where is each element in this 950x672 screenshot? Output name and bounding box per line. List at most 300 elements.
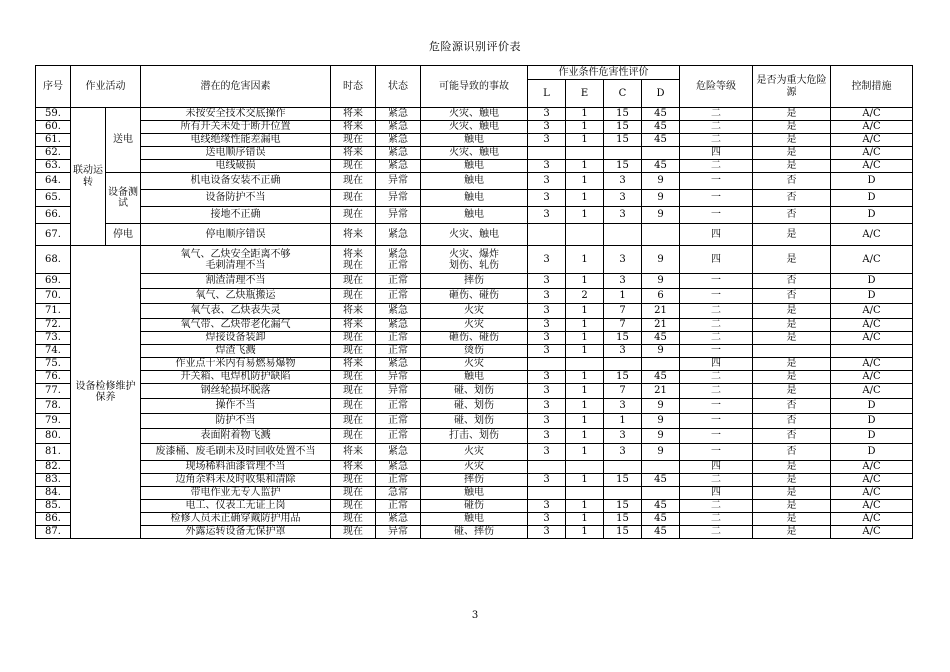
subgroup-power-stop: 停电 xyxy=(106,224,141,246)
hazard-cell: 带电作业无专人监护 xyxy=(141,487,331,500)
table-row xyxy=(36,429,913,444)
l-cell: 3 xyxy=(528,500,566,513)
table-row xyxy=(36,332,913,345)
seq-cell: 65. xyxy=(36,190,71,207)
accident-cell xyxy=(421,246,528,274)
c-cell: 3 xyxy=(604,444,642,461)
d-cell: 9 xyxy=(642,345,680,358)
group-maintenance: 设备检修维护保养 xyxy=(71,246,141,539)
state-cell: 异常 xyxy=(376,384,421,399)
level-cell: 四 xyxy=(680,461,753,474)
major-cell: 是 xyxy=(753,461,831,474)
state-cell: 紧急 xyxy=(376,358,421,371)
table-row xyxy=(36,345,913,358)
hazard-cell: 氧气带、乙炔带老化漏气 xyxy=(141,319,331,332)
seq-cell: 62. xyxy=(36,147,71,160)
major-cell: 是 xyxy=(753,121,831,134)
level-cell: 一 xyxy=(680,414,753,429)
c-cell: 3 xyxy=(604,207,642,224)
control-cell: A/C xyxy=(831,224,913,246)
e-cell: 1 xyxy=(566,304,604,319)
table-row xyxy=(36,160,913,173)
subgroup-power-send: 送电 xyxy=(106,108,141,173)
seq-cell: 68. xyxy=(36,246,71,274)
l-cell xyxy=(528,358,566,371)
e-cell: 1 xyxy=(566,500,604,513)
control-cell: A/C xyxy=(831,487,913,500)
d-cell: 45 xyxy=(642,513,680,526)
header-D: D xyxy=(642,80,680,108)
accident-cell: 碰、划伤 xyxy=(421,399,528,414)
control-cell: A/C xyxy=(831,474,913,487)
seq-cell: 85. xyxy=(36,500,71,513)
state-cell: 正常 xyxy=(376,274,421,289)
hazard-cell: 开关箱、电焊机防护缺陷 xyxy=(141,371,331,384)
hazard-cell-line1: 氧气、乙炔安全距离不够 xyxy=(180,248,291,260)
control-cell: A/C xyxy=(831,513,913,526)
control-cell: D xyxy=(831,399,913,414)
d-cell: 9 xyxy=(642,246,680,274)
e-cell: 1 xyxy=(566,513,604,526)
hazard-cell: 电线绝缘性能差漏电 xyxy=(141,134,331,147)
state-cell: 正常 xyxy=(376,414,421,429)
seq-cell: 66. xyxy=(36,207,71,224)
l-cell: 3 xyxy=(528,274,566,289)
d-cell: 9 xyxy=(642,207,680,224)
seq-cell: 77. xyxy=(36,384,71,399)
table-row xyxy=(36,134,913,147)
tense-cell: 将来 xyxy=(331,358,376,371)
l-cell: 3 xyxy=(528,121,566,134)
l-cell: 3 xyxy=(528,429,566,444)
major-cell: 否 xyxy=(753,207,831,224)
e-cell: 1 xyxy=(566,332,604,345)
c-cell: 7 xyxy=(604,384,642,399)
major-cell xyxy=(753,345,831,358)
l-cell xyxy=(528,461,566,474)
c-cell: 15 xyxy=(604,332,642,345)
control-cell: A/C xyxy=(831,108,913,121)
l-cell: 3 xyxy=(528,319,566,332)
accident-cell: 碰、划伤 xyxy=(421,414,528,429)
accident-cell: 碰伤 xyxy=(421,500,528,513)
state-cell: 正常 xyxy=(376,332,421,345)
e-cell: 1 xyxy=(566,384,604,399)
accident-cell: 火灾 xyxy=(421,304,528,319)
seq-cell: 83. xyxy=(36,474,71,487)
control-cell: A/C xyxy=(831,134,913,147)
table-row xyxy=(36,274,913,289)
major-cell: 是 xyxy=(753,384,831,399)
seq-cell: 74. xyxy=(36,345,71,358)
seq-cell: 84. xyxy=(36,487,71,500)
level-cell: 二 xyxy=(680,500,753,513)
e-cell: 1 xyxy=(566,414,604,429)
d-cell xyxy=(642,487,680,500)
major-cell: 是 xyxy=(753,304,831,319)
tense-cell xyxy=(331,246,376,274)
hazard-cell: 电工、仪表工无证上岗 xyxy=(141,500,331,513)
control-cell: D xyxy=(831,444,913,461)
control-cell: A/C xyxy=(831,160,913,173)
state-cell: 紧急 xyxy=(376,304,421,319)
header-L: L xyxy=(528,80,566,108)
e-cell: 1 xyxy=(566,121,604,134)
c-cell xyxy=(604,487,642,500)
c-cell: 15 xyxy=(604,526,642,539)
l-cell: 3 xyxy=(528,399,566,414)
state-cell: 紧急 xyxy=(376,121,421,134)
d-cell: 9 xyxy=(642,173,680,190)
d-cell: 45 xyxy=(642,474,680,487)
d-cell: 21 xyxy=(642,384,680,399)
state-cell: 紧急 xyxy=(376,513,421,526)
control-cell: A/C xyxy=(831,384,913,399)
header-control: 控制措施 xyxy=(831,66,913,108)
major-cell: 是 xyxy=(753,224,831,246)
accident-cell: 碰、摔伤 xyxy=(421,526,528,539)
c-cell: 7 xyxy=(604,319,642,332)
accident-cell: 火灾 xyxy=(421,444,528,461)
major-cell: 否 xyxy=(753,289,831,304)
tense-cell: 将来 xyxy=(331,444,376,461)
header-state: 状态 xyxy=(376,66,421,108)
accident-cell: 触电 xyxy=(421,134,528,147)
table-row xyxy=(36,289,913,304)
level-cell: 一 xyxy=(680,173,753,190)
control-cell: A/C xyxy=(831,461,913,474)
level-cell: 二 xyxy=(680,304,753,319)
table-row xyxy=(36,461,913,474)
page-number: 3 xyxy=(471,610,479,621)
l-cell: 3 xyxy=(528,304,566,319)
hazard-cell: 废漆桶、废毛刷未及时回收处置不当 xyxy=(141,444,331,461)
l-cell: 3 xyxy=(528,134,566,147)
tense-cell: 现在 xyxy=(331,134,376,147)
hazard-cell: 表面附着物飞溅 xyxy=(141,429,331,444)
l-cell: 3 xyxy=(528,513,566,526)
state-cell: 紧急 xyxy=(376,134,421,147)
seq-cell: 76. xyxy=(36,371,71,384)
level-cell: 一 xyxy=(680,207,753,224)
e-cell: 1 xyxy=(566,160,604,173)
c-cell: 3 xyxy=(604,345,642,358)
l-cell: 3 xyxy=(528,160,566,173)
l-cell: 3 xyxy=(528,371,566,384)
control-cell: A/C xyxy=(831,304,913,319)
c-cell: 3 xyxy=(604,190,642,207)
e-cell: 1 xyxy=(566,371,604,384)
major-cell: 是 xyxy=(753,246,831,274)
d-cell: 45 xyxy=(642,134,680,147)
e-cell: 1 xyxy=(566,190,604,207)
c-cell xyxy=(604,461,642,474)
level-cell: 二 xyxy=(680,526,753,539)
state-cell: 急常 xyxy=(376,487,421,500)
l-cell: 3 xyxy=(528,526,566,539)
group-linkage: 联动运转 xyxy=(71,108,106,246)
major-cell: 是 xyxy=(753,474,831,487)
c-cell: 1 xyxy=(604,414,642,429)
tense-cell: 将来 xyxy=(331,108,376,121)
table-row xyxy=(36,371,913,384)
e-cell xyxy=(566,487,604,500)
hazard-cell-line2: 毛刺清理不当 xyxy=(205,259,266,271)
hazard-cell: 氧气表、乙炔表失灵 xyxy=(141,304,331,319)
table-row xyxy=(36,190,913,207)
tense-cell: 现在 xyxy=(331,384,376,399)
e-cell: 1 xyxy=(566,246,604,274)
e-cell xyxy=(566,358,604,371)
seq-cell: 69. xyxy=(36,274,71,289)
tense-cell: 现在 xyxy=(331,345,376,358)
header-hazard: 潜在的危害因素 xyxy=(141,66,331,108)
major-cell: 是 xyxy=(753,134,831,147)
seq-cell: 81. xyxy=(36,444,71,461)
e-cell xyxy=(566,224,604,246)
level-cell: 二 xyxy=(680,134,753,147)
table-row xyxy=(36,384,913,399)
accident-cell-line1: 火灾、爆炸 xyxy=(449,248,499,260)
seq-cell: 59. xyxy=(36,108,71,121)
state-cell: 紧急 xyxy=(376,444,421,461)
tense-cell: 将来 xyxy=(331,319,376,332)
accident-cell: 触电 xyxy=(421,207,528,224)
major-cell: 是 xyxy=(753,358,831,371)
d-cell xyxy=(642,358,680,371)
tense-cell: 现在 xyxy=(331,289,376,304)
c-cell: 3 xyxy=(604,399,642,414)
header-C: C xyxy=(604,80,642,108)
control-cell: A/C xyxy=(831,246,913,274)
tense-cell: 现在 xyxy=(331,487,376,500)
table-row xyxy=(36,224,913,246)
tense-cell: 现在 xyxy=(331,399,376,414)
header-level: 危险等级 xyxy=(680,66,753,108)
control-cell: D xyxy=(831,190,913,207)
accident-cell: 触电 xyxy=(421,190,528,207)
l-cell: 3 xyxy=(528,289,566,304)
d-cell: 9 xyxy=(642,444,680,461)
table-row xyxy=(36,108,913,121)
accident-cell: 火灾 xyxy=(421,319,528,332)
level-cell: 二 xyxy=(680,371,753,384)
hazard-cell: 操作不当 xyxy=(141,399,331,414)
hazard-cell: 边角余料未及时收集和清除 xyxy=(141,474,331,487)
seq-cell: 87. xyxy=(36,526,71,539)
l-cell: 3 xyxy=(528,108,566,121)
l-cell: 3 xyxy=(528,246,566,274)
hazard-cell: 停电顺序错误 xyxy=(141,224,331,246)
accident-cell: 烫伤 xyxy=(421,345,528,358)
major-cell: 是 xyxy=(753,513,831,526)
level-cell: 二 xyxy=(680,121,753,134)
accident-cell: 触电 xyxy=(421,173,528,190)
c-cell: 15 xyxy=(604,160,642,173)
major-cell: 否 xyxy=(753,399,831,414)
header-accident: 可能导致的事故 xyxy=(421,66,528,108)
accident-cell: 火灾 xyxy=(421,358,528,371)
state-cell: 正常 xyxy=(376,399,421,414)
level-cell: 二 xyxy=(680,160,753,173)
accident-cell: 火灾、触电 xyxy=(421,108,528,121)
state-cell: 紧急 xyxy=(376,461,421,474)
accident-cell: 碰、划伤 xyxy=(421,384,528,399)
table-row xyxy=(36,487,913,500)
c-cell xyxy=(604,358,642,371)
c-cell xyxy=(604,147,642,160)
control-cell xyxy=(831,345,913,358)
d-cell xyxy=(642,147,680,160)
seq-cell: 71. xyxy=(36,304,71,319)
major-cell: 否 xyxy=(753,274,831,289)
d-cell xyxy=(642,461,680,474)
header-seq: 序号 xyxy=(36,66,71,108)
table-row xyxy=(36,173,913,190)
header-E: E xyxy=(566,80,604,108)
tense-cell: 将来 xyxy=(331,304,376,319)
e-cell: 1 xyxy=(566,207,604,224)
seq-cell: 73. xyxy=(36,332,71,345)
l-cell: 3 xyxy=(528,444,566,461)
d-cell: 45 xyxy=(642,121,680,134)
state-cell-line1: 紧急 xyxy=(388,248,408,260)
tense-cell: 现在 xyxy=(331,190,376,207)
hazard-cell: 未按安全技术交底操作 xyxy=(141,108,331,121)
table-row xyxy=(36,414,913,429)
accident-cell: 火灾、触电 xyxy=(421,121,528,134)
accident-cell: 触电 xyxy=(421,371,528,384)
d-cell: 21 xyxy=(642,304,680,319)
l-cell: 3 xyxy=(528,345,566,358)
level-cell: 二 xyxy=(680,513,753,526)
e-cell: 1 xyxy=(566,345,604,358)
control-cell: D xyxy=(831,173,913,190)
c-cell: 15 xyxy=(604,371,642,384)
table-row xyxy=(36,304,913,319)
d-cell: 45 xyxy=(642,332,680,345)
seq-cell: 79. xyxy=(36,414,71,429)
d-cell xyxy=(642,224,680,246)
hazard-cell: 所有开关未处于断开位置 xyxy=(141,121,331,134)
accident-cell: 触电 xyxy=(421,160,528,173)
d-cell: 9 xyxy=(642,429,680,444)
major-cell: 否 xyxy=(753,190,831,207)
major-cell: 是 xyxy=(753,487,831,500)
level-cell: 四 xyxy=(680,246,753,274)
c-cell: 15 xyxy=(604,108,642,121)
major-cell: 是 xyxy=(753,147,831,160)
table-row xyxy=(36,246,913,274)
state-cell: 异常 xyxy=(376,190,421,207)
seq-cell: 70. xyxy=(36,289,71,304)
c-cell: 3 xyxy=(604,274,642,289)
table-row xyxy=(36,147,913,160)
level-cell: 二 xyxy=(680,332,753,345)
state-cell: 正常 xyxy=(376,500,421,513)
accident-cell: 摔伤 xyxy=(421,274,528,289)
state-cell: 异常 xyxy=(376,526,421,539)
control-cell: D xyxy=(831,289,913,304)
tense-cell: 现在 xyxy=(331,414,376,429)
e-cell: 1 xyxy=(566,399,604,414)
control-cell: A/C xyxy=(831,319,913,332)
tense-cell-line1: 将来 xyxy=(343,248,363,260)
state-cell-line2: 正常 xyxy=(388,259,408,271)
l-cell: 3 xyxy=(528,384,566,399)
tense-cell: 将来 xyxy=(331,121,376,134)
tense-cell: 将来 xyxy=(331,461,376,474)
d-cell: 21 xyxy=(642,319,680,332)
e-cell: 1 xyxy=(566,526,604,539)
accident-cell: 火灾 xyxy=(421,461,528,474)
hazard-cell: 设备防护不当 xyxy=(141,190,331,207)
c-cell: 3 xyxy=(604,246,642,274)
state-cell: 紧急 xyxy=(376,160,421,173)
hazard-cell: 割渣清理不当 xyxy=(141,274,331,289)
major-cell: 是 xyxy=(753,108,831,121)
e-cell: 1 xyxy=(566,429,604,444)
d-cell: 9 xyxy=(642,414,680,429)
level-cell: 四 xyxy=(680,487,753,500)
hazard-cell: 现场稀料油漆管理不当 xyxy=(141,461,331,474)
level-cell: 二 xyxy=(680,319,753,332)
c-cell: 3 xyxy=(604,429,642,444)
d-cell: 9 xyxy=(642,399,680,414)
major-cell: 是 xyxy=(753,500,831,513)
level-cell: 一 xyxy=(680,444,753,461)
e-cell: 1 xyxy=(566,444,604,461)
tense-cell: 现在 xyxy=(331,207,376,224)
accident-cell: 砸伤、碰伤 xyxy=(421,289,528,304)
accident-cell: 触电 xyxy=(421,487,528,500)
header-row-1 xyxy=(36,66,913,80)
level-cell: 四 xyxy=(680,224,753,246)
hazard-cell: 防护不当 xyxy=(141,414,331,429)
major-cell: 是 xyxy=(753,371,831,384)
seq-cell: 72. xyxy=(36,319,71,332)
seq-cell: 63. xyxy=(36,160,71,173)
accident-cell: 砸伤、碰伤 xyxy=(421,332,528,345)
control-cell: A/C xyxy=(831,358,913,371)
seq-cell: 80. xyxy=(36,429,71,444)
header-eval-group: 作业条件危害性评价 xyxy=(528,66,680,80)
document-title: 危险源识别评价表 xyxy=(429,40,521,53)
major-cell: 否 xyxy=(753,414,831,429)
subgroup-equip-test: 设备测试 xyxy=(106,173,141,224)
c-cell: 15 xyxy=(604,474,642,487)
accident-cell-line2: 划伤、轧伤 xyxy=(449,259,499,271)
major-cell: 否 xyxy=(753,173,831,190)
control-cell: A/C xyxy=(831,147,913,160)
header-activity: 作业活动 xyxy=(71,66,141,108)
control-cell: D xyxy=(831,274,913,289)
l-cell xyxy=(528,224,566,246)
hazard-cell: 外露运转设备无保护罩 xyxy=(141,526,331,539)
tense-cell: 现在 xyxy=(331,429,376,444)
table-row xyxy=(36,474,913,487)
control-cell: A/C xyxy=(831,121,913,134)
state-cell: 紧急 xyxy=(376,224,421,246)
d-cell: 45 xyxy=(642,500,680,513)
table-row xyxy=(36,319,913,332)
tense-cell: 现在 xyxy=(331,526,376,539)
hazard-cell: 焊渣飞溅 xyxy=(141,345,331,358)
c-cell: 1 xyxy=(604,289,642,304)
header-tense: 时态 xyxy=(331,66,376,108)
seq-cell: 61. xyxy=(36,134,71,147)
state-cell xyxy=(376,246,421,274)
